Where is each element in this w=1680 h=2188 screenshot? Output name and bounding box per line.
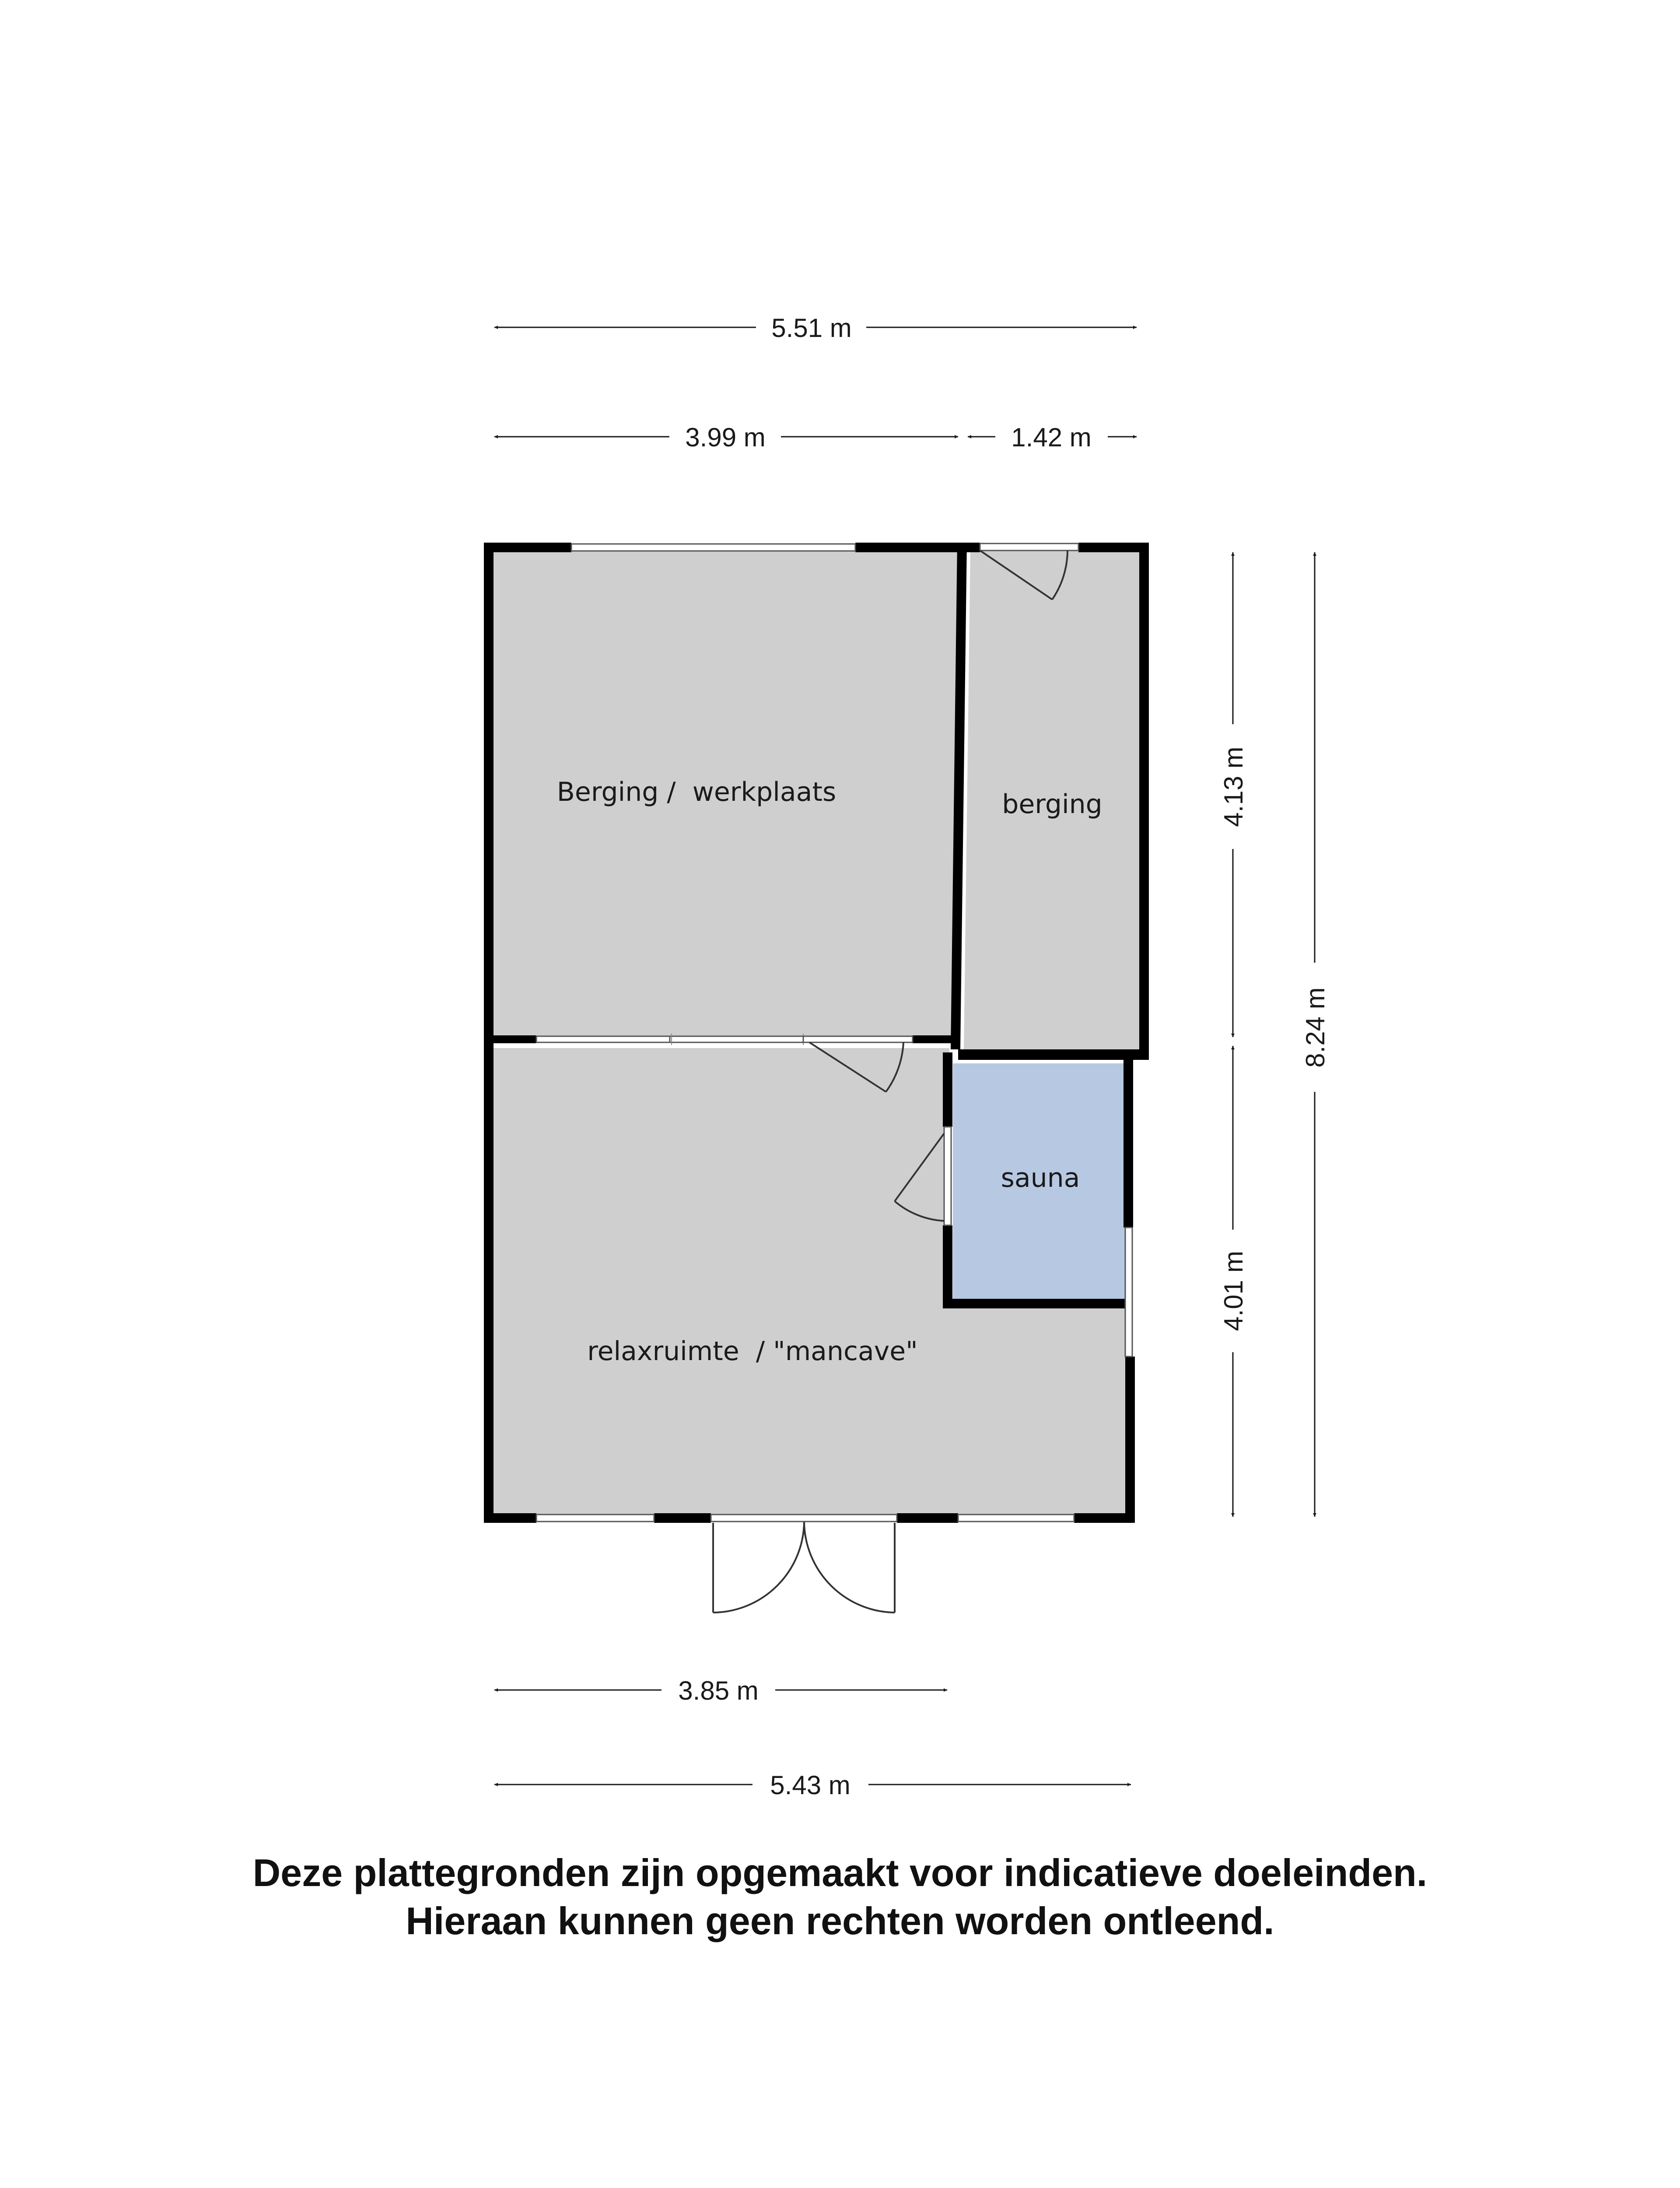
window-middle-2	[670, 1036, 803, 1042]
window-bottom-right	[958, 1515, 1074, 1522]
dim-right-lower: 4.01 m	[1219, 1251, 1248, 1331]
floors	[490, 549, 1144, 1514]
disclaimer-line-2: Hieraan kunnen geen rechten worden ontleend.	[406, 1899, 1274, 1943]
dim-bottom-total: 5.43 m	[770, 1771, 850, 1800]
room-label-relax: relaxruimte / "mancave"	[587, 1336, 918, 1367]
dim-right-total: 8.24 m	[1301, 987, 1330, 1068]
disclaimer-line-1: Deze plattegronden zijn opgemaakt voor indicatieve doeleinden.	[252, 1851, 1428, 1894]
door-front-double	[711, 1515, 897, 1613]
window-middle-1	[536, 1036, 670, 1042]
dim-right-upper: 4.13 m	[1219, 747, 1248, 827]
room-label-storage: berging	[1002, 789, 1102, 820]
dim-top-left: 3.99 m	[685, 423, 766, 452]
dim-top-right: 1.42 m	[1011, 423, 1092, 452]
window-top-workshop	[571, 544, 855, 551]
window-bottom-left	[536, 1515, 654, 1522]
disclaimer	[0, 1849, 1680, 1945]
room-label-sauna: sauna	[1001, 1163, 1080, 1193]
dim-bottom-inner: 3.85 m	[678, 1676, 759, 1705]
dim-top-total: 5.51 m	[771, 313, 852, 343]
room-label-workshop: Berging / werkplaats	[556, 777, 836, 807]
window-sauna-side	[1125, 1227, 1132, 1357]
